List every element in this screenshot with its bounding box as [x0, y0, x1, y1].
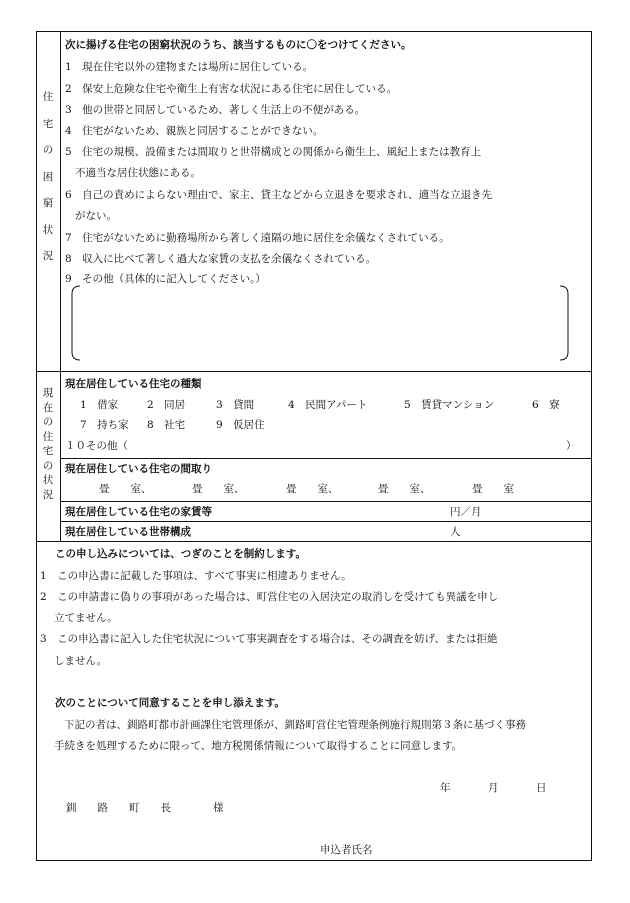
room-layout-heading: 現在居住している住宅の間取り	[65, 463, 212, 475]
difficulty-item-1[interactable]: 1 現在住宅以外の建物または場所に居住している。	[65, 61, 314, 73]
difficulty-item-8[interactable]: 8 収入に比べて著しく過大な家賃の支払を余儀なくされている。	[65, 253, 377, 265]
date-month[interactable]: 月	[488, 782, 499, 794]
difficulty-item-6[interactable]: 6 自己の責めによらない理由で、家主、貸主などから立退きを要求され、適当な立退き先	[65, 189, 493, 201]
consent-line-1: 下記の者は、釧路町都市計画課住宅管理係が、釧路町営住宅管理条例施行規則第３条に基づく事務	[64, 719, 526, 731]
household-label: 現在居住している世帯構成	[65, 526, 191, 538]
difficulty-item-7[interactable]: 7 住宅がないために勤務場所から著しく遠隔の地に居住を余儀なくされている。	[65, 232, 450, 244]
type-option-company-housing[interactable]: 8 社宅	[147, 419, 186, 431]
household-top-rule	[60, 521, 592, 522]
type-option-rental-mansion[interactable]: 5 賃貸マンション	[404, 399, 495, 411]
section2-side-divider	[60, 371, 61, 541]
rooms-top-rule	[60, 458, 592, 459]
difficulty-item-3[interactable]: 3 他の世帯と同居しているため、著しく生活上の不便がある。	[65, 104, 366, 116]
household-unit[interactable]: 人	[450, 526, 461, 538]
type-option-owned-house[interactable]: 7 持ち家	[80, 419, 129, 431]
consent-heading: 次のことについて同意することを申し添えます。	[55, 697, 285, 709]
type-option-other[interactable]: １０その他（	[65, 440, 128, 452]
type-option-rental-house[interactable]: 1 借家	[80, 399, 119, 411]
section1-side-divider	[60, 31, 61, 371]
consent-line-2: 手続きを処理するために限って、地方税関係情報について取得することに同意します。	[54, 740, 463, 752]
housing-difficulty-side-label: 住 宅 の 困 窮 状 況	[42, 91, 54, 262]
rent-unit[interactable]: 円／月	[450, 506, 482, 518]
date-day[interactable]: 日	[536, 782, 547, 794]
room-field-5[interactable]: 畳 室	[472, 483, 514, 495]
section1-bottom-rule	[36, 371, 592, 372]
housing-difficulty-instruction: 次に揚げる住宅の困窮状況のうち、該当するものに〇をつけてください。	[65, 39, 412, 51]
pledge-item-2-cont: 立てません。	[54, 612, 118, 624]
addressee: 釧 路 町 長 様	[66, 802, 224, 814]
difficulty-item-5-cont: 不適当な居住状態にある。	[75, 167, 201, 179]
difficulty-item-6-cont: がない。	[75, 210, 117, 222]
pledge-heading: この申し込みについては、つぎのことを制約します。	[55, 548, 306, 560]
type-option-temporary[interactable]: 9 仮居住	[216, 419, 265, 431]
other-details-bracket[interactable]	[70, 285, 570, 361]
difficulty-item-4[interactable]: 4 住宅がないため、親族と同居することができない。	[65, 125, 324, 137]
room-field-2[interactable]: 畳 室、	[192, 483, 245, 495]
section2-bottom-rule	[36, 541, 592, 542]
type-option-private-apartment[interactable]: 4 民間アパート	[288, 399, 368, 411]
room-field-4[interactable]: 畳 室、	[378, 483, 431, 495]
current-housing-side-label: 現 在 の 住 宅 の 状 況	[42, 387, 54, 501]
pledge-item-3: 3 この申込書に記入した住宅状況について事実調査をする場合は、その調査を妨げ、または拒絶	[40, 633, 498, 645]
room-field-1[interactable]: 畳 室、	[99, 483, 152, 495]
type-option-rented-room[interactable]: 3 貸間	[216, 399, 255, 411]
date-year[interactable]: 年	[440, 782, 451, 794]
rent-label: 現在居住している住宅の家賃等	[65, 506, 212, 518]
type-option-cohabit[interactable]: 2 同居	[147, 399, 186, 411]
rent-top-rule	[60, 501, 592, 502]
pledge-item-1: 1 この申込書に記載した事項は、すべて事実に相違ありません。	[40, 570, 352, 582]
pledge-item-2: 2 この申請書に偽りの事項があった場合は、町営住宅の入居決定の取消しを受けても異議を申し	[40, 591, 499, 603]
difficulty-item-9[interactable]: 9 その他（具体的に記入してください。）	[65, 273, 266, 285]
difficulty-item-2[interactable]: 2 保安上危険な住宅や衛生上有害な状況にある住宅に居住している。	[65, 83, 398, 95]
difficulty-item-5[interactable]: 5 住宅の規模、設備または間取りと世帯構成との関係から衛生上、風紀上または教育上	[65, 146, 482, 158]
housing-type-heading: 現在居住している住宅の種類	[65, 378, 202, 390]
pledge-item-3-cont: しません。	[54, 655, 108, 667]
applicant-name-label: 申込者氏名	[320, 844, 373, 856]
room-field-3[interactable]: 畳 室、	[286, 483, 339, 495]
type-other-close: ）	[566, 440, 577, 452]
type-option-dormitory[interactable]: 6 寮	[532, 399, 560, 411]
